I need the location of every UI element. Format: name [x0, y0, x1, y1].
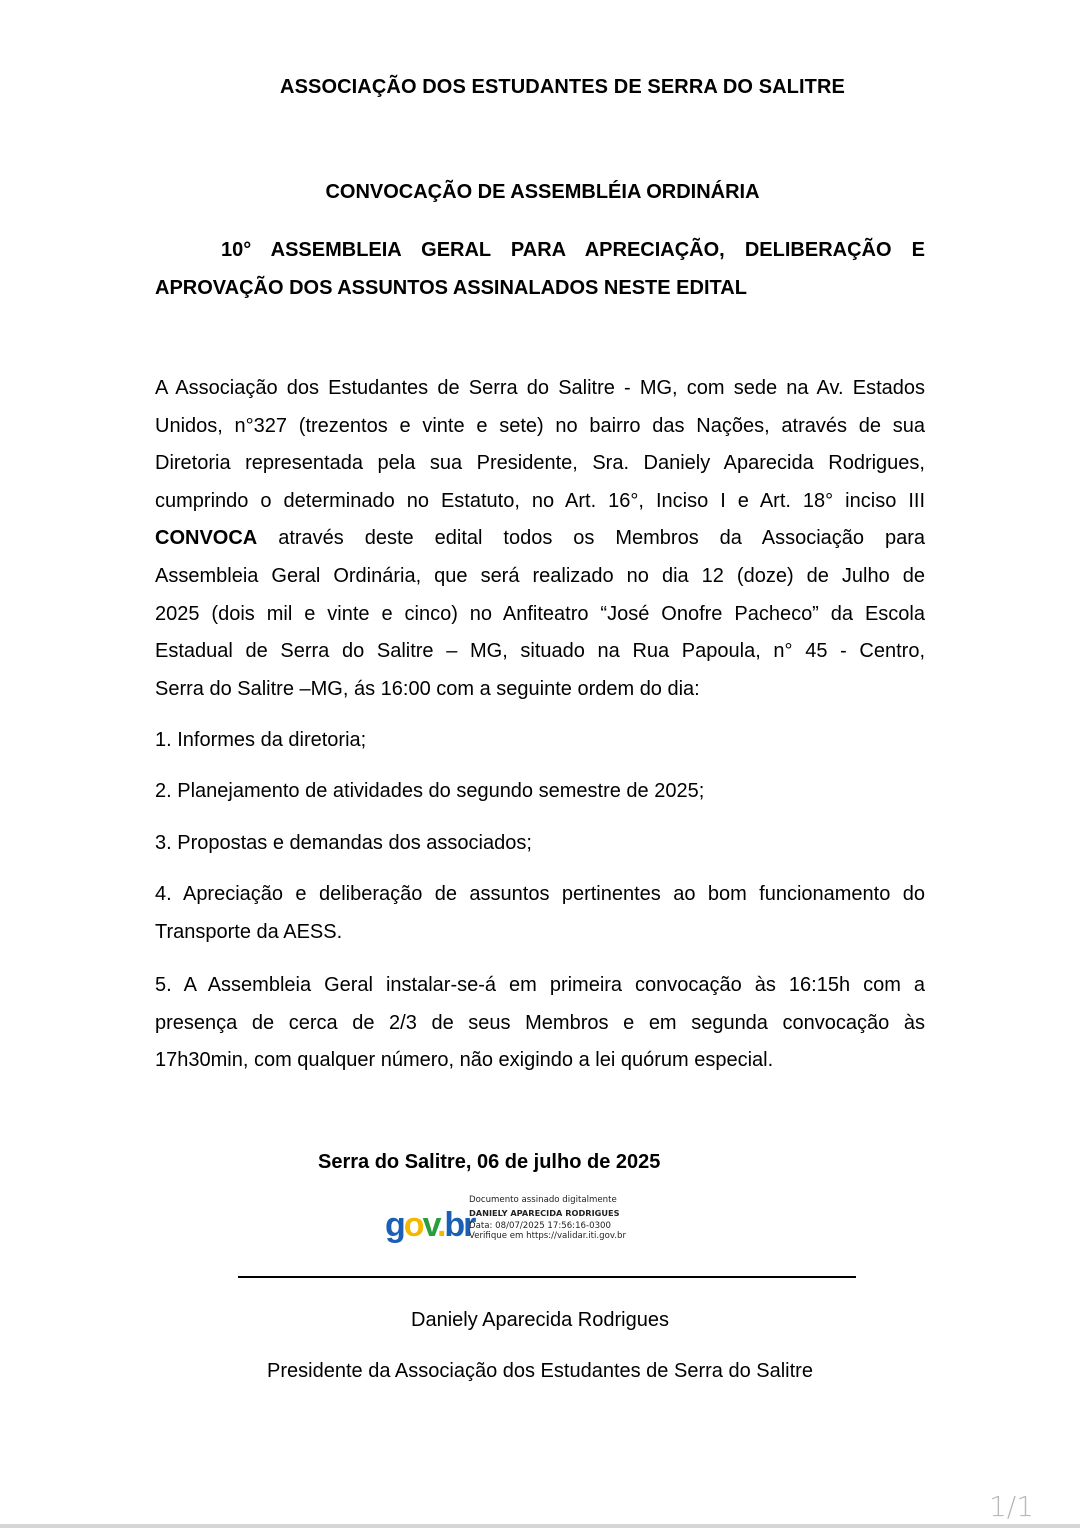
- signature-line: [238, 1276, 856, 1278]
- body-line: cumprindo o determinado no Estatuto, no Art. 16°, Inciso I e Art. 18° inciso III: [155, 489, 925, 512]
- signature-caption: Documento assinado digitalmente: [469, 1195, 617, 1205]
- body-line-convoca: [155, 520, 925, 558]
- convocation-body: [155, 370, 925, 708]
- body-line-rest: através deste edital todos os Membros da Associação para: [278, 527, 926, 550]
- agenda-item-text: presença de cerca de 2/3 de seus Membros e em segunda convocação às: [155, 1011, 925, 1034]
- agenda-item-1: [155, 722, 925, 760]
- subtitle-line-2: APROVAÇÃO DOS ASSUNTOS ASSINALADOS NESTE EDITAL: [155, 277, 747, 299]
- body-line: 2025 (dois mil e vinte e cinco) no Anfiteatro “José Onofre Pacheco” da Escola: [155, 602, 925, 625]
- agenda-item-text: 17h30min, com qualquer número, não exigindo a lei quórum especial.: [155, 1049, 774, 1072]
- agenda-item-text: 2. Planejamento de atividades do segundo semestre de 2025;: [155, 780, 705, 802]
- assembly-subtitle: [155, 231, 925, 307]
- agenda-item-text: 5. A Assembleia Geral instalar-se-á em primeira convocação às 16:15h com a: [155, 974, 925, 996]
- convocation-title: CONVOCAÇÃO DE ASSEMBLÉIA ORDINÁRIA: [325, 181, 760, 203]
- agenda-item-2: [155, 773, 925, 811]
- signer-role: Presidente da Associação dos Estudantes de Serra do Salitre: [267, 1360, 813, 1382]
- organization-title: ASSOCIAÇÃO DOS ESTUDANTES DE SERRA DO SALITRE: [280, 76, 845, 98]
- signature-verify-link: Verifique em https://validar.iti.gov.br: [469, 1231, 626, 1241]
- page-indicator: 1/1: [988, 1490, 1034, 1523]
- digital-signature-stamp: [385, 1194, 665, 1254]
- body-line: Assembleia Geral Ordinária, que será realizado no dia 12 (doze) de Julho de: [155, 564, 925, 587]
- agenda-item-text: 3. Propostas e demandas dos associados;: [155, 832, 532, 854]
- agenda-item-4: [155, 876, 925, 951]
- signature-date: Data: 08/07/2025 17:56:16-0300: [469, 1221, 611, 1231]
- subtitle-line-1: 10° ASSEMBLEIA GERAL PARA APRECIAÇÃO, DELIBERAÇÃO E: [221, 239, 925, 261]
- agenda-item-5: [155, 967, 925, 1080]
- agenda-item-text: Transporte da AESS.: [155, 920, 343, 943]
- place-and-date: Serra do Salitre, 06 de julho de 2025: [318, 1151, 661, 1173]
- signer-name: Daniely Aparecida Rodrigues: [411, 1309, 669, 1331]
- body-line: A Associação dos Estudantes de Serra do Salitre - MG, com sede na Av. Estados: [155, 377, 925, 399]
- agenda-item-text: 4. Apreciação e deliberação de assuntos pertinentes ao bom funcionamento do: [155, 883, 925, 905]
- agenda-item-3: [155, 825, 925, 863]
- signature-name: DANIELY APARECIDA RODRIGUES: [469, 1208, 620, 1218]
- body-line: Diretoria representada pela sua Presidente, Sra. Daniely Aparecida Rodrigues,: [155, 452, 925, 475]
- body-line: Unidos, n°327 (trezentos e vinte e sete) no bairro das Nações, através de sua: [155, 414, 925, 437]
- body-line: Estadual de Serra do Salitre – MG, situado na Rua Papoula, n° 45 - Centro,: [155, 640, 925, 663]
- convoca-keyword: CONVOCA: [155, 527, 258, 550]
- agenda-item-text: 1. Informes da diretoria;: [155, 729, 367, 751]
- viewer-bottom-divider: [0, 1524, 1080, 1528]
- signature-details: [469, 1194, 626, 1243]
- govbr-logo-icon: gov.br: [385, 1206, 475, 1244]
- body-line: Serra do Salitre –MG, ás 16:00 com a seguinte ordem do dia:: [155, 677, 700, 700]
